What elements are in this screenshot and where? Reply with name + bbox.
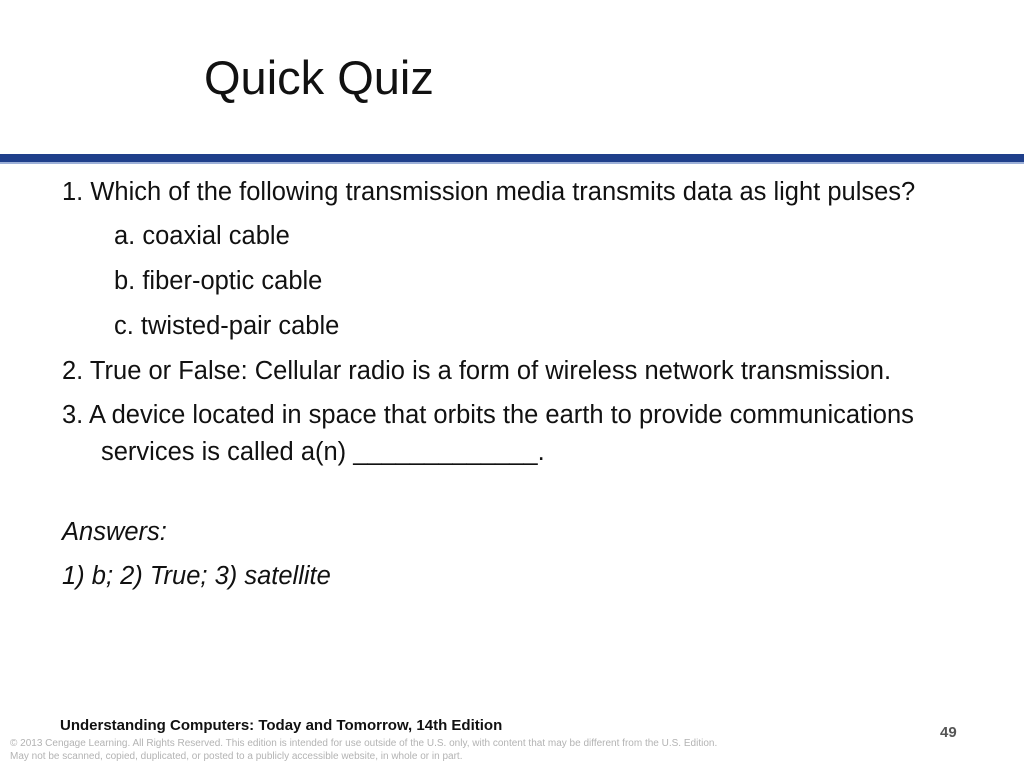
question-3: 3. A device located in space that orbits the earth to provide communications services is called a(n) _____________.	[62, 401, 914, 466]
title-divider-accent	[0, 162, 1024, 164]
copyright-notice	[10, 737, 717, 763]
page-number: 49	[940, 724, 957, 741]
question-1: 1. Which of the following transmission media transmits data as light pulses?	[62, 178, 916, 206]
question-2: 2. True or False: Cellular radio is a form of wireless network transmission.	[62, 357, 892, 385]
question-1-option-c: c. twisted-pair cable	[114, 312, 340, 340]
answers-text: 1) b; 2) True; 3) satellite	[62, 562, 331, 590]
title-divider	[0, 154, 1024, 162]
answers-label: Answers:	[62, 518, 167, 546]
copyright-line-1: © 2013 Cengage Learning. All Rights Reserved. This edition is intended for use outside of the U.S. only, with content that may be different from the U.S. Edition.	[10, 738, 718, 749]
footer-book-title: Understanding Computers: Today and Tomorrow, 14th Edition	[60, 717, 503, 734]
slide-title: Quick Quiz	[204, 51, 434, 104]
question-1-option-a: a. coaxial cable	[114, 222, 290, 250]
question-1-option-b: b. fiber-optic cable	[114, 267, 323, 295]
copyright-line-2: May not be scanned, copied, duplicated, or posted to a publicly accessible website, in whole or in part.	[10, 751, 463, 762]
quiz-content	[62, 174, 962, 602]
spacer	[62, 478, 962, 514]
